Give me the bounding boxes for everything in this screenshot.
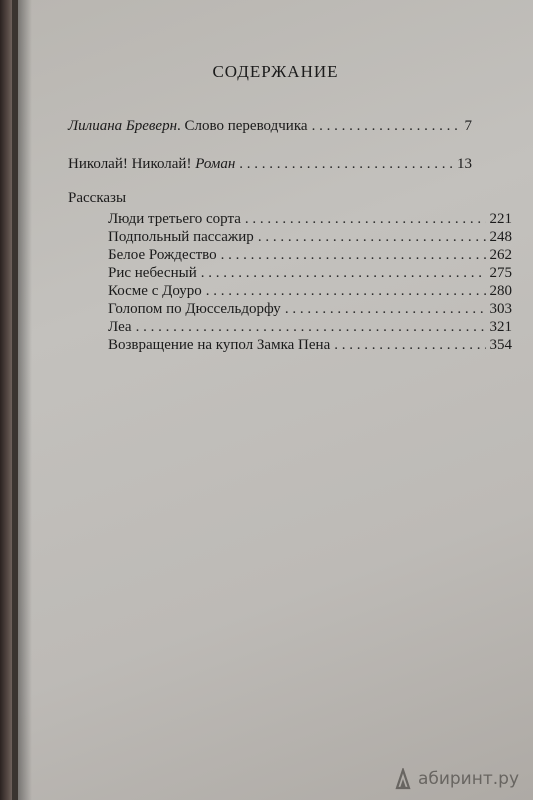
toc-story-entry [108,283,512,300]
toc-page-number: 321 [489,319,512,335]
dot-leader [258,229,486,246]
toc-entry-title: Люди третьего сорта [108,211,241,227]
toc-entry-title: Леа [108,319,132,335]
toc-story-entry [108,319,512,336]
toc-entry-translator-note [68,118,472,135]
toc-page-number: 13 [457,156,472,172]
dot-leader [239,156,453,173]
toc-entry-title: Косме с Доуро [108,283,202,299]
toc-page-number: 221 [489,211,512,227]
toc-story-entry [108,265,512,282]
toc-entry-title: Подпольный пассажир [108,229,254,245]
toc-page-number: 275 [489,265,512,281]
dot-leader [312,118,461,135]
dot-leader [221,247,486,264]
toc-page-number: 7 [464,118,472,134]
dot-leader [206,283,486,300]
toc-entry-author: Лилиана Бреверн [68,118,178,134]
toc-page-number: 354 [489,337,512,353]
toc-entry-text [68,118,308,135]
toc-entry-text [68,156,235,173]
book-page [18,0,533,800]
toc-story-entry [108,337,512,354]
toc-entry-title: Рис небесный [108,265,197,281]
toc-entry-title: Николай! Николай! [68,156,196,172]
toc-entry-title: Белое Рождество [108,247,217,263]
toc-story-entry [108,229,512,246]
labirint-logo-icon [394,768,412,790]
toc-entry-title: . Слово переводчика [177,118,308,134]
dot-leader [334,337,485,354]
dot-leader [201,265,486,282]
toc-page-number: 248 [489,229,512,245]
watermark [394,768,519,790]
toc-story-entry [108,211,512,228]
toc-page-number: 262 [489,247,512,263]
toc-story-entry [108,247,512,264]
toc-entry-genre: Роман [195,156,236,172]
toc-entry-novel [68,156,472,173]
toc-story-entry [108,301,512,318]
book-spine-shadow [0,0,12,800]
toc-page-number: 303 [489,301,512,317]
dot-leader [136,319,486,336]
watermark-text: абиринт.ру [417,769,519,789]
page-title: СОДЕРЖАНИЕ [212,62,339,81]
dot-leader [245,211,486,228]
toc-entry-title: Голопом по Дюссельдорфу [108,301,281,317]
section-label-stories: Рассказы [68,190,127,206]
toc-entry-title: Возвращение на купол Замка Пена [108,337,331,353]
toc-page-number: 280 [489,283,512,299]
dot-leader [285,301,486,318]
